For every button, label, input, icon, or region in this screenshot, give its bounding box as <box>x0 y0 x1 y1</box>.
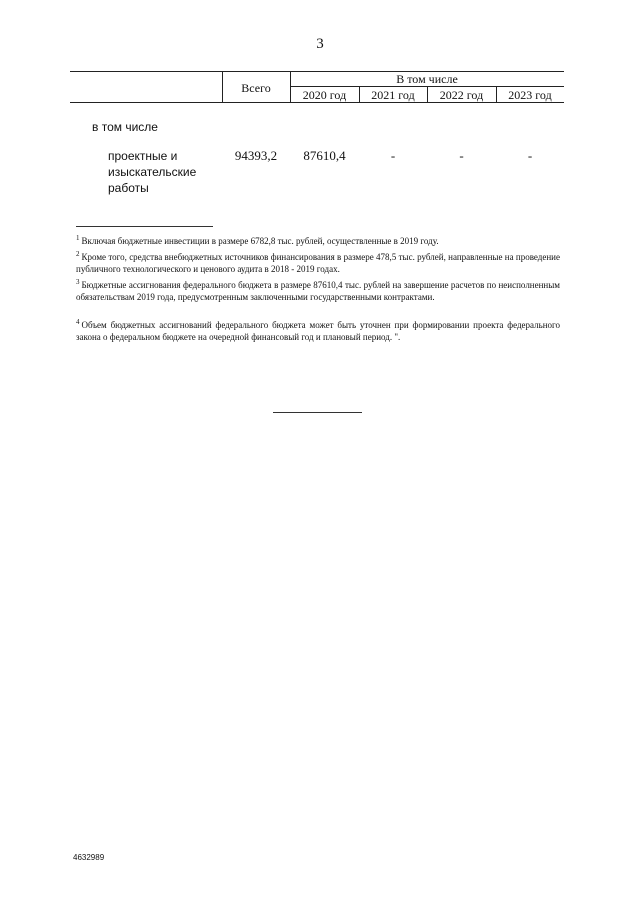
row-label-line-2: изыскательские <box>108 165 197 179</box>
footnote-2 <box>76 251 560 275</box>
year-header-2023: 2023 год <box>508 88 552 102</box>
year-header-2021: 2021 год <box>371 88 415 102</box>
footnote-text: Объем бюджетных ассигнований федерального бюджета может быть уточнен при формировании проекта федерального закона о федеральном бюджете на очередной финансовый год и плановый период. ". <box>76 320 560 342</box>
in-that-number-header: В том числе <box>396 72 458 86</box>
row-label-line-1: проектные и <box>108 149 178 163</box>
footnote-mark: 2 <box>76 250 80 258</box>
subheading-in-that-number: в том числе <box>92 120 158 134</box>
footnote-text: Кроме того, средства внебюджетных источников финансирования в размере 478,5 тыс. рублей, направленные на проведение публичного технологического и ценового аудита в 2018 - 2019 годах. <box>76 252 560 274</box>
footnote-text: Бюджетные ассигнования федерального бюджета в размере 87610,4 тыс. рублей на завершение расчетов по неисполненным обязательствам 2019 года, предусмотренным заключенными государственными контрактами. <box>76 280 560 302</box>
table-header-bottom-rule <box>70 102 564 103</box>
row-value-2023: - <box>527 148 533 163</box>
footnote-text: Включая бюджетные инвестиции в размере 6782,8 тыс. рублей, осуществленные в 2019 году. <box>81 236 439 246</box>
year-header-2022: 2022 год <box>439 88 484 102</box>
row-label <box>108 148 196 196</box>
document-id: 4632989 <box>73 853 105 862</box>
footnote-separator <box>76 226 213 227</box>
total-column-header: Всего <box>241 81 271 95</box>
row-total-value: 94393,2 <box>234 148 278 163</box>
end-of-document-rule <box>273 412 362 413</box>
year-header-2020: 2020 год <box>302 88 347 102</box>
footnote-3 <box>76 279 560 303</box>
row-value-2021: - <box>390 148 396 163</box>
row-value-2022: - <box>459 148 464 163</box>
page-number: 3 <box>316 36 324 52</box>
row-value-2020: 87610,4 <box>303 148 346 163</box>
footnote-4 <box>76 319 560 343</box>
footnote-mark: 3 <box>76 278 80 286</box>
footnote-mark: 1 <box>76 234 80 242</box>
footnote-1 <box>76 235 560 247</box>
footnote-mark: 4 <box>76 318 80 326</box>
row-label-line-3: работы <box>108 181 149 195</box>
